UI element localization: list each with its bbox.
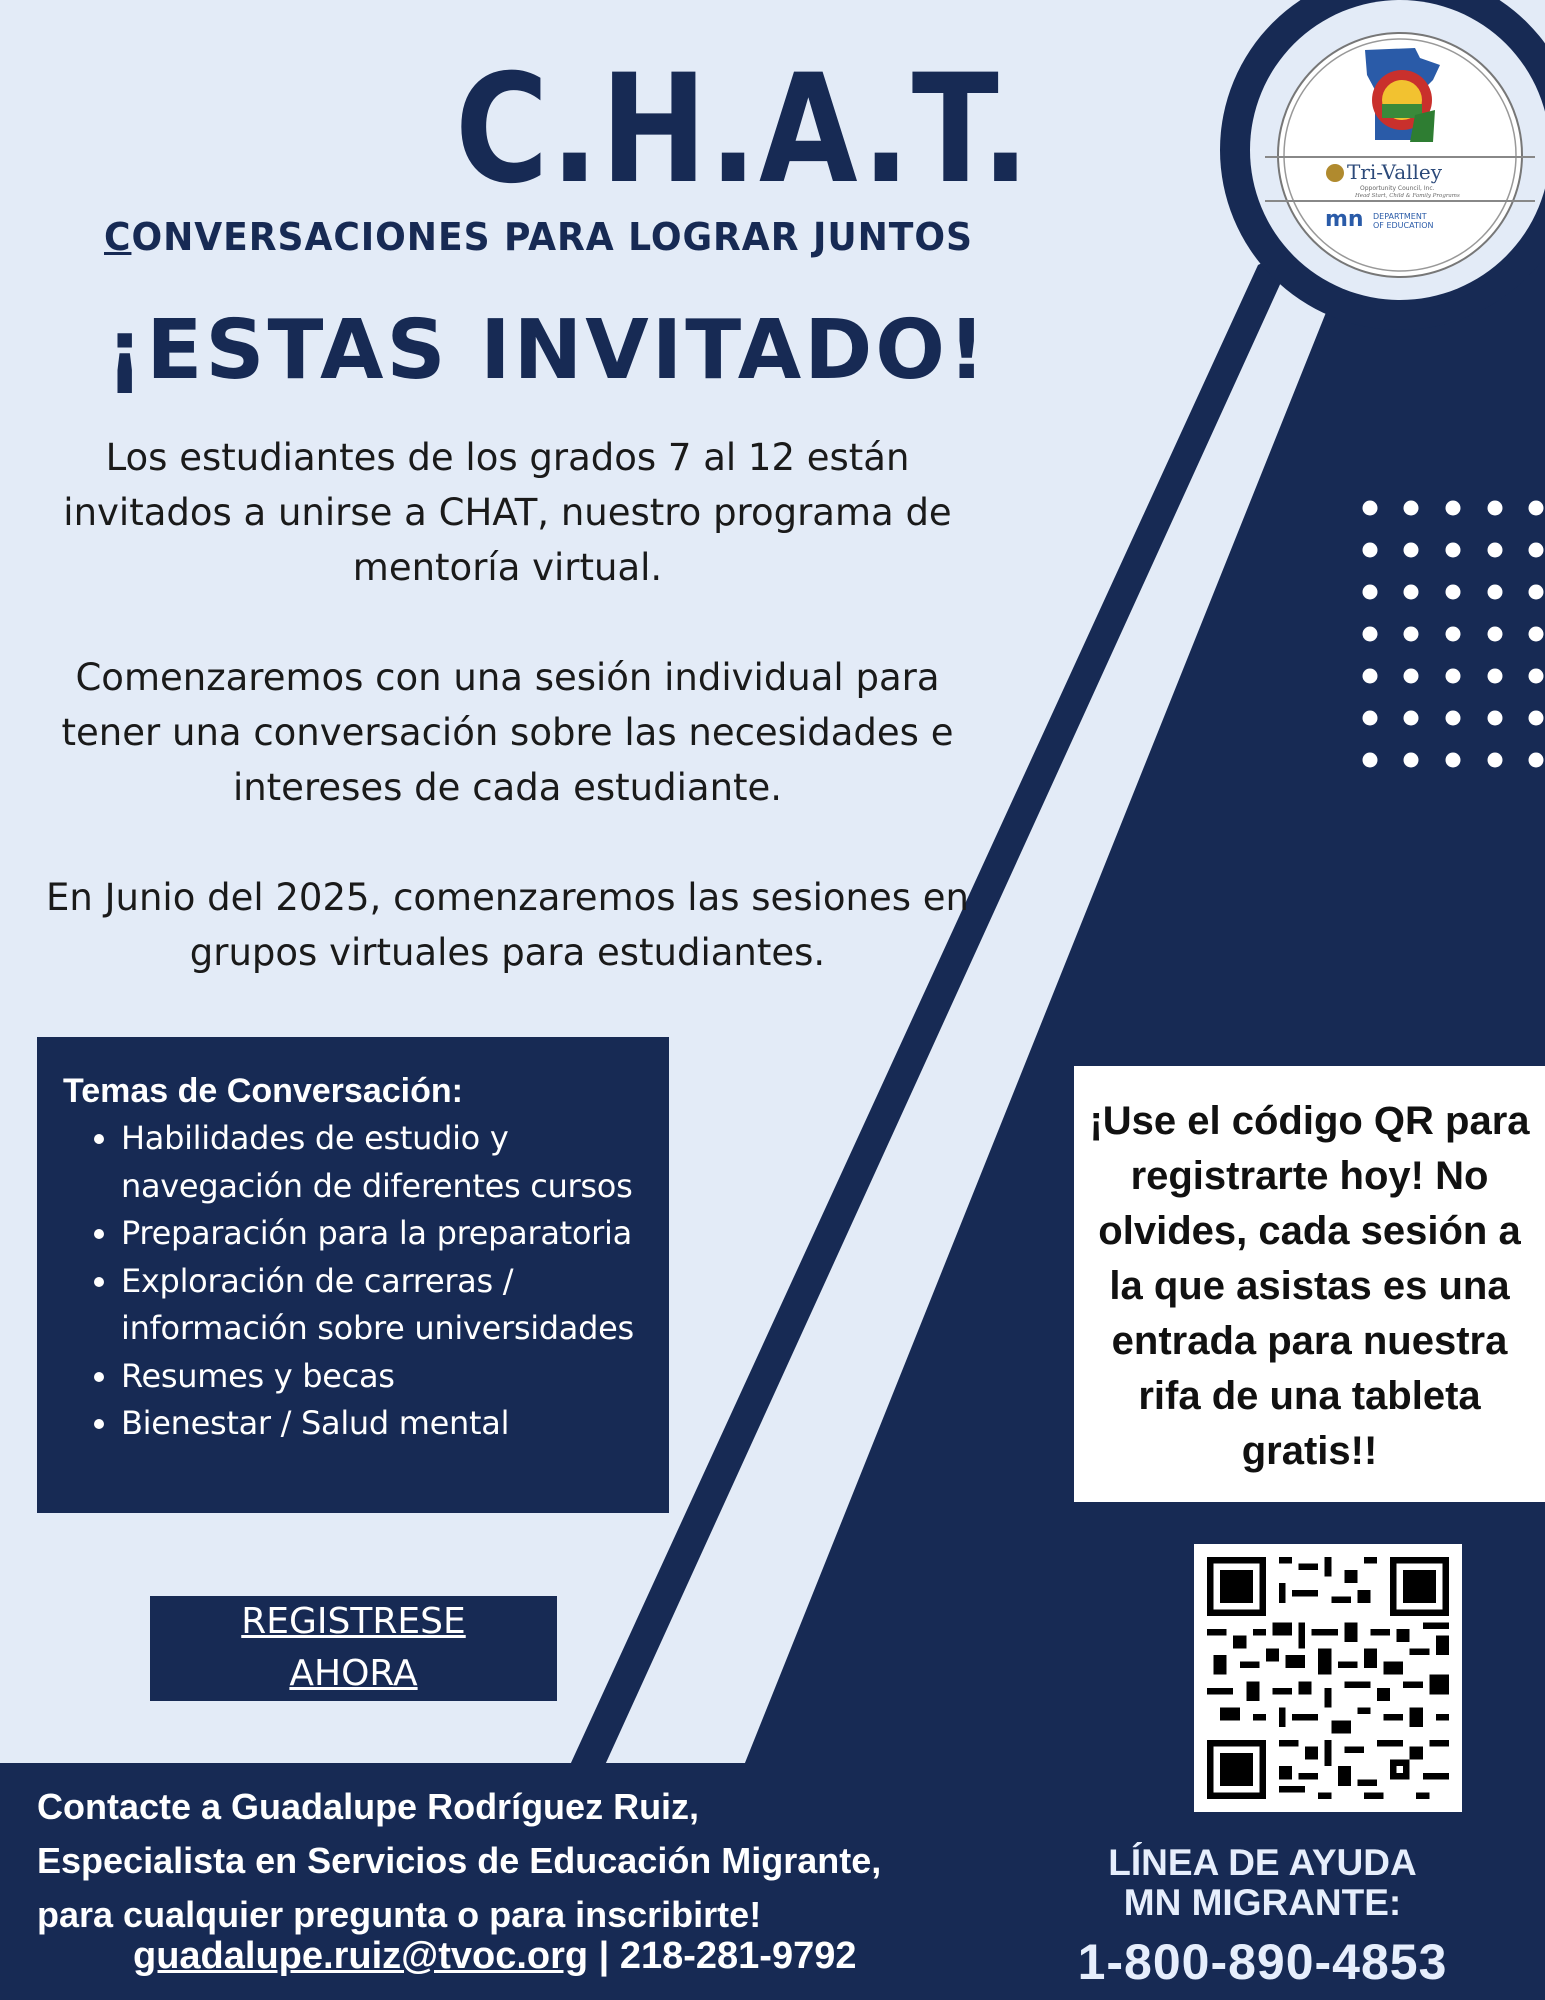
topic-item: • Bienestar / Salud mental (121, 1400, 669, 1448)
contact-line: Especialista en Servicios de Educación Migrante, (37, 1840, 882, 1881)
svg-text:OF EDUCATION: OF EDUCATION (1373, 221, 1434, 230)
register-now-button[interactable]: REGISTRESE AHORA (150, 1596, 557, 1701)
groups-paragraph: En Junio del 2025, comenzaremos las sesiones en grupos virtuales para estudiantes. (46, 876, 969, 974)
contact-line: Contacte a Guadalupe Rodríguez Ruiz, (37, 1786, 700, 1827)
page-title: C.H.A.T. (455, 43, 1032, 217)
contact-phone: 218-281-9792 (619, 1935, 857, 1977)
invitation-heading: ¡ESTAS INVITADO! (106, 303, 989, 398)
session-paragraph: Comenzaremos con una sesión individual para tener una conversación sobre las necesidades e intereses de cada estudiante. (61, 656, 954, 809)
mde-logo-mark: mn (1325, 207, 1364, 232)
intro-paragraph: Los estudiantes de los grados 7 al 12 están invitados a unirse a CHAT, nuestro programa de mentoría virtual. (63, 436, 952, 589)
qr-message-box: ¡Use el código QR para registrarte hoy! No olvides, cada sesión a la que asistas es una entrada para nuestra rifa de una tableta gratis!! (1074, 1066, 1545, 1502)
contact-line: para cualquier pregunta o para inscribirte! (37, 1894, 762, 1935)
contact-block (37, 1780, 997, 1942)
svg-text:DEPARTMENT: DEPARTMENT (1373, 212, 1427, 221)
tri-valley-logo-text: Tri-Valley (1347, 160, 1443, 184)
partner-logos (1265, 20, 1535, 290)
svg-text:Head Start, Child & Family Pro: Head Start, Child & Family Programs (1355, 193, 1460, 199)
contact-email-link[interactable]: guadalupe.ruiz@tvoc.org (133, 1935, 589, 1977)
topics-heading: Temas de Conversación: (63, 1072, 463, 1110)
topic-item: • Resumes y becas (121, 1353, 669, 1401)
contact-details: guadalupe.ruiz@tvoc.org | 218-281-9792 (133, 1935, 857, 1977)
topic-item: • Habilidades de estudio y navegación de diferentes cursos (121, 1115, 669, 1210)
topic-item: • Preparación para la preparatoria (121, 1210, 669, 1258)
svg-text:Opportunity Council, Inc.: Opportunity Council, Inc. (1360, 185, 1435, 192)
registration-qr-code[interactable] (1194, 1544, 1462, 1812)
topic-item: • Exploración de carreras / información sobre universidades (121, 1258, 669, 1353)
helpline-label: LÍNEA DE AYUDA MN MIGRANTE: (1108, 1842, 1417, 1923)
page-subtitle: CONVERSACIONES PARA LOGRAR JUNTOS (104, 215, 973, 259)
helpline-phone: 1-800-890-4853 (1077, 1934, 1448, 1990)
topics-box (37, 1037, 669, 1513)
topics-list (63, 1115, 669, 1448)
